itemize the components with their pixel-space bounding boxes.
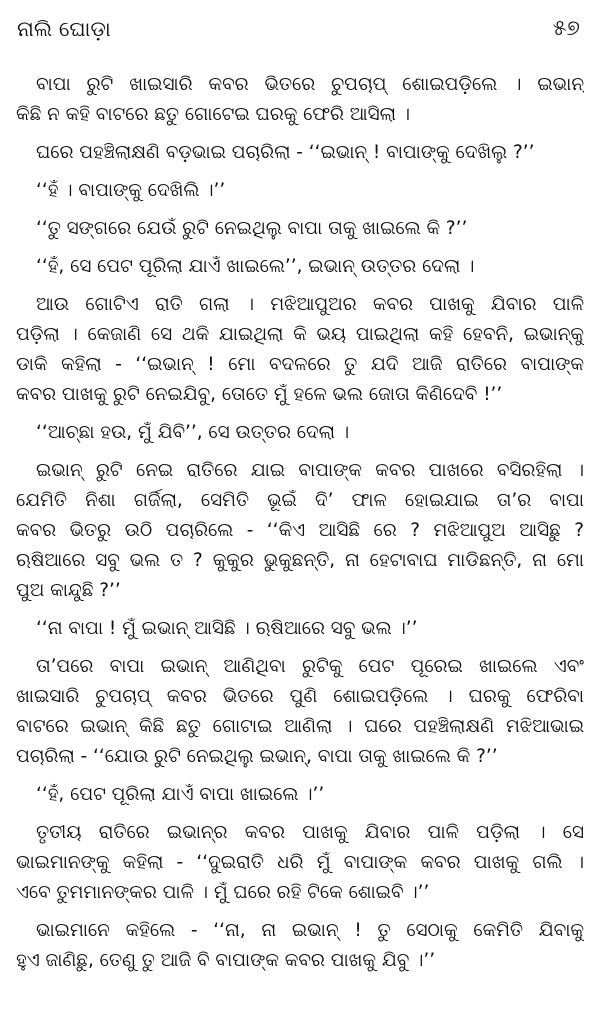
paragraph [16, 818, 584, 908]
text-line: ଇଭାନ୍ ରୁଟି ନେଇ ରାତିରେ ଯାଇ ବାପାଙ୍କ କବର ପାଖରେ ବସିରହିଲା । [36, 460, 584, 481]
text-line: ‘‘ନା ବାପା ! ମୁଁ ଇଭାନ୍ ଆସିଛି । ଋଷିଆରେ ସବୁ ଭଲ ।’’ [36, 618, 418, 639]
paragraph [16, 916, 584, 976]
text-line: ଖାଇସାରି ଚୁପଚାପ୍ କବର ଭିତରେ ପୁଣି ଶୋଇପଡ଼ିଲେ । ଘରକୁ ଫେରିବା [16, 686, 584, 707]
text-line: ‘‘ହଁ, ସେ ପେଟ ପୂରିଲା ଯାଏଁ ଖାଇଲେ’’, ଇଭାନ୍ ଉତ୍ତର ଦେଲା । [36, 256, 475, 277]
text-line: ‘‘ତୁ ସଙ୍ଗରେ ଯେଉଁ ରୁଟି ନେଇଥିଲୁ ବାପା ତାକୁ ଖାଇଲେ କି ?’’ [36, 218, 468, 239]
text-line: ପଡ଼ିଲା । କେଜାଣି ସେ ଥକି ଯାଇଥିଲା କି ଭୟ ପାଇଥିଲା କହି ହେବନି, ଇଭାନ୍‌କୁ [16, 324, 584, 345]
page-header [0, 14, 600, 46]
running-title: ନାଲି ଘୋଡ଼ା [17, 17, 111, 41]
paragraph [16, 70, 584, 130]
text-line: କବର ପାଖକୁ ରୁଟି ନେଇଯିବୁ, ତୋତେ ମୁଁ ହଳେ ଭଲ ଜୋତା କିଣିଦେବି !’’ [16, 384, 503, 405]
text-line: ଭାଇମାନେ କହିଲେ - ‘‘ନା, ନା ଇଭାନ୍ ! ତୁ ସେଠାକୁ କେମିତି ଯିବାକୁ [36, 920, 584, 941]
text-line: ହୁଏ ଜାଣିଛୁ, ତେଣୁ ତୁ ଆଜି ବି ବାପାଙ୍କ କବର ପାଖକୁ ଯିବୁ ।’’ [16, 950, 436, 971]
text-line: ଡାକି କହିଲା - ‘‘ଇଭାନ୍ ! ମୋ ବଦଳରେ ତୁ ଯଦି ଆଜି ରାତିରେ ବାପାଙ୍କ [16, 354, 584, 375]
text-line: ଏବେ ତୁମମାନଙ୍କର ପାଳି । ମୁଁ ଘରେ ରହି ଟିକେ ଶୋଇବି ।’’ [16, 882, 430, 903]
text-line: ତୃତୀୟ ରାତିରେ ଇଭାନ୍‌ର କବର ପାଖକୁ ଯିବାର ପାଳି ପଡ଼ିଲା । ସେ [36, 822, 584, 843]
text-line: ଭାଇମାନଙ୍କୁ କହିଲା - ‘‘ଦୁଇରାତି ଧରି ମୁଁ ବାପାଙ୍କ କବର ପାଖକୁ ଗଲି । [16, 852, 584, 873]
paragraph [16, 652, 584, 772]
text-line: ‘‘ହଁ । ବାପାଙ୍କୁ ଦେଖିଲି ।’’ [36, 180, 226, 201]
text-line: ପୁଅ କାନ୍ଦୁଛି ?’’ [16, 580, 121, 601]
text-line: ଯେମିତି ନିଶା ଗର୍ଜିଲା, ସେମିତି ଭୂଇଁ ଦି’ ଫାଳ ହୋଇଯାଇ ତା’ର ବାପା [16, 490, 584, 511]
paragraph [16, 290, 584, 410]
text-line: ବାଟରେ ଇଭାନ୍ କିଛି ଛତୁ ଗୋଟାଇ ଆଣିଲା । ଘରେ ପହଞ୍ଚିଲାକ୍ଷଣି ମଝିଆଭାଇ [16, 716, 584, 737]
paragraph [16, 614, 584, 644]
paragraph [16, 176, 584, 206]
text-line: ଋଷିଆରେ ସବୁ ଭଲ ତ ? କୁକୁର ଭୁକୁଛନ୍ତି, ନା ହେଟାବାଘ ମାଡିଛନ୍ତି, ନା ମୋ [16, 550, 584, 571]
text-line: ପଚାରିଲା - ‘‘ଯୋଉ ରୁଟି ନେଇଥିଲୁ ଇଭାନ୍, ବାପା ତାକୁ ଖାଇଲେ କି ?’’ [16, 746, 498, 767]
paragraph [16, 214, 584, 244]
paragraph [16, 418, 584, 448]
body-text [16, 70, 584, 984]
paragraph [16, 456, 584, 606]
text-line: ‘‘ଆଚ୍ଛା ହଉ, ମୁଁ ଯିବି’’, ସେ ଉତ୍ତର ଦେଲା । [36, 422, 350, 443]
text-line: ତା’ପରେ ବାପା ଇଭାନ୍ ଆଣିଥିବା ରୁଟିକୁ ପେଟ ପୂରେଇ ଖାଇଲେ ଏବଂ [36, 656, 584, 677]
text-line: କବର ଭିତରୁ ଉଠି ପଚାରିଲେ - ‘‘କିଏ ଆସିଛି ରେ ? ମଝିଆପୁଅ ଆସିଛୁ ? [16, 520, 584, 541]
paragraph [16, 780, 584, 810]
paragraph [16, 252, 584, 282]
text-line: ‘‘ହଁ, ପେଟ ପୂରିଲା ଯାଏଁ ବାପା ଖାଇଲେ ।’’ [36, 784, 325, 805]
paragraph [16, 138, 584, 168]
text-line: ଆଉ ଗୋଟିଏ ରାତି ଗଲା । ମଝିଆପୁଅର କବର ପାଖକୁ ଯିବାର ପାଳି [36, 294, 584, 315]
text-line: ବାପା ରୁଟି ଖାଇସାରି କବର ଭିତରେ ଚୁପଚାପ୍ ଶୋଇପଡ଼ିଲେ । ଇଭାନ୍ [36, 74, 584, 95]
text-line: କିଛି ନ କହି ବାଟରେ ଛତୁ ଗୋଟେଇ ଘରକୁ ଫେରି ଆସିଲା । [16, 104, 411, 125]
page-number: ୫୭ [552, 16, 580, 41]
text-line: ଘରେ ପହଞ୍ଚିଲାକ୍ଷଣି ବଡ଼ଭାଇ ପଚାରିଲା - ‘‘ଇଭାନ୍ ! ବାପାଙ୍କୁ ଦେଖିଲୁ ?’’ [36, 142, 535, 163]
